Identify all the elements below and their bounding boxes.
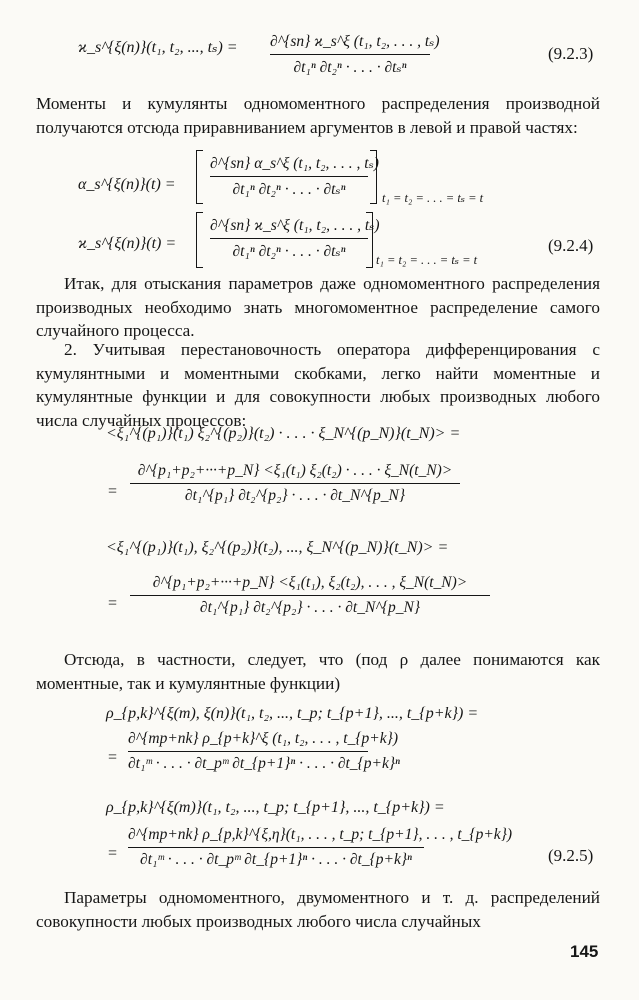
eq-9-2-4a-bracket-right bbox=[370, 150, 377, 204]
rho-formula-1-fraction bbox=[128, 730, 400, 773]
eq-9-2-4a-bracket-left bbox=[196, 150, 203, 204]
page-number: 145 bbox=[570, 942, 599, 961]
eq-9-2-4a-denominator: ∂t₁ⁿ ∂t₂ⁿ · . . . · ∂tₛⁿ bbox=[232, 181, 346, 198]
rho-formula-2-lhs: ρ_{p,k}^{ξ(m)}(t₁, t₂, ..., t_p; t_{p+1}, ..., t_{p+k}) = bbox=[106, 799, 445, 816]
moment-formula-lhs: <ξ₁^{(p₁)}(t₁) ξ₂^{(p₂)}(t₂) · . . . · ξ_N^{(p_N)}(t_N)> = bbox=[106, 425, 461, 442]
eq-9-2-4a-subscript: t₁ = t₂ = . . . = tₛ = t bbox=[382, 191, 484, 205]
moment-formula-fraction bbox=[130, 462, 460, 505]
eq-9-2-4b-bracket-left bbox=[196, 212, 203, 268]
rho-formula-1-lhs: ρ_{p,k}^{ξ(m), ξ(n)}(t₁, t₂, ..., t_p; t_{p+1}, ..., t_{p+k}) = bbox=[106, 705, 479, 722]
eq-9-2-3-denominator: ∂t₁ⁿ ∂t₂ⁿ · . . . · ∂tₛⁿ bbox=[293, 59, 407, 76]
rho-formula-1-numerator: ∂^{mp+nk} ρ_{p+k}^ξ (t₁, t₂, . . . , t_{p+k}) bbox=[128, 730, 398, 747]
eq-9-2-4a-numerator: ∂^{sn} α_s^ξ (t₁, t₂, . . . , tₛ) bbox=[210, 155, 379, 172]
paragraph-moments: Моменты и кумулянты одномоментного распределения производной получаются отсюда приравниванием аргументов в левой и правой частях: bbox=[36, 94, 600, 137]
eq-9-2-4b-subscript: t₁ = t₂ = . . . = tₛ = t bbox=[376, 253, 478, 267]
rho-formula-1-denominator: ∂t₁ᵐ · . . . · ∂t_pᵐ ∂t_{p+1}ⁿ · . . . · ∂t_{p+k}ⁿ bbox=[128, 755, 400, 772]
eq-9-2-4a-fraction bbox=[210, 154, 379, 199]
paragraph-rho: Отсюда, в частности, следует, что (под ρ далее понимаются как моментные, так и кумулянтные функции) bbox=[36, 650, 600, 693]
eq-9-2-3-fraction bbox=[270, 32, 440, 77]
cumulant-formula-lhs: <ξ₁^{(p₁)}(t₁), ξ₂^{(p₂)}(t₂), ..., ξ_N^{(p_N)}(t_N)> = bbox=[106, 539, 449, 556]
moment-formula-eq: = bbox=[108, 483, 118, 500]
rho-formula-1-eq: = bbox=[108, 749, 118, 766]
moment-formula-denominator: ∂t₁^{p₁} ∂t₂^{p₂} · . . . · ∂t_N^{p_N} bbox=[184, 487, 406, 504]
eq-9-2-3-numerator: ∂^{sn} ϰ_s^ξ (t₁, t₂, . . . , tₛ) bbox=[270, 33, 440, 50]
paragraph-conclusion: Итак, для отыскания параметров даже одномоментного распределения производных необходимо знать многомоментное распределение самого случайного процесса. bbox=[36, 274, 600, 341]
eq-9-2-4b-denominator: ∂t₁ⁿ ∂t₂ⁿ · . . . · ∂tₛⁿ bbox=[232, 243, 346, 260]
eq-9-2-3-lhs: ϰ_s^{ξ(n)}(t₁, t₂, ..., tₛ) = bbox=[78, 39, 238, 56]
paragraph-parameters: Параметры одномоментного, двумоментного и т. д. распределений совокупности любых производных любого числа случайных bbox=[36, 888, 600, 931]
rho-formula-2-eq: = bbox=[108, 845, 118, 862]
rho-formula-2-numerator: ∂^{mp+nk} ρ_{p,k}^{ξ,η}(t₁, . . . , t_p; t_{p+1}, . . . , t_{p+k}) bbox=[128, 826, 513, 843]
paragraph-commutativity: 2. Учитывая перестановочность оператора дифференцирования с кумулянтными и моментными скобками, легко найти моментные и кумулянтные функции и для совокупности любых производных любого числа случайных процессов: bbox=[36, 340, 600, 430]
eq-9-2-4b-lhs: ϰ_s^{ξ(n)}(t) = bbox=[78, 235, 177, 252]
eq-9-2-5-number: (9.2.5) bbox=[548, 846, 594, 865]
cumulant-formula-numerator: ∂^{p₁+p₂+···+p_N} <ξ₁(t₁), ξ₂(t₂), . . . , ξ_N(t_N)> bbox=[152, 574, 468, 591]
eq-9-2-3-number: (9.2.3) bbox=[548, 44, 594, 63]
rho-formula-2-fraction bbox=[128, 826, 513, 869]
cumulant-formula-eq: = bbox=[108, 595, 118, 612]
eq-9-2-4-number: (9.2.4) bbox=[548, 236, 594, 255]
rho-formula-2-denominator: ∂t₁ᵐ · . . . · ∂t_pᵐ ∂t_{p+1}ⁿ · . . . · ∂t_{p+k}ⁿ bbox=[140, 851, 412, 868]
eq-9-2-4b-fraction bbox=[210, 216, 380, 261]
eq-9-2-4b-numerator: ∂^{sn} ϰ_s^ξ (t₁, t₂, . . . , tₛ) bbox=[210, 217, 380, 234]
cumulant-formula-denominator: ∂t₁^{p₁} ∂t₂^{p₂} · . . . · ∂t_N^{p_N} bbox=[199, 599, 421, 616]
eq-9-2-4a-lhs: α_s^{ξ(n)}(t) = bbox=[78, 176, 176, 193]
eq-9-2-4b-bracket-right bbox=[366, 212, 373, 268]
moment-formula-numerator: ∂^{p₁+p₂+···+p_N} <ξ₁(t₁) ξ₂(t₂) · . . . · ξ_N(t_N)> bbox=[137, 462, 453, 479]
cumulant-formula-fraction bbox=[130, 574, 490, 617]
